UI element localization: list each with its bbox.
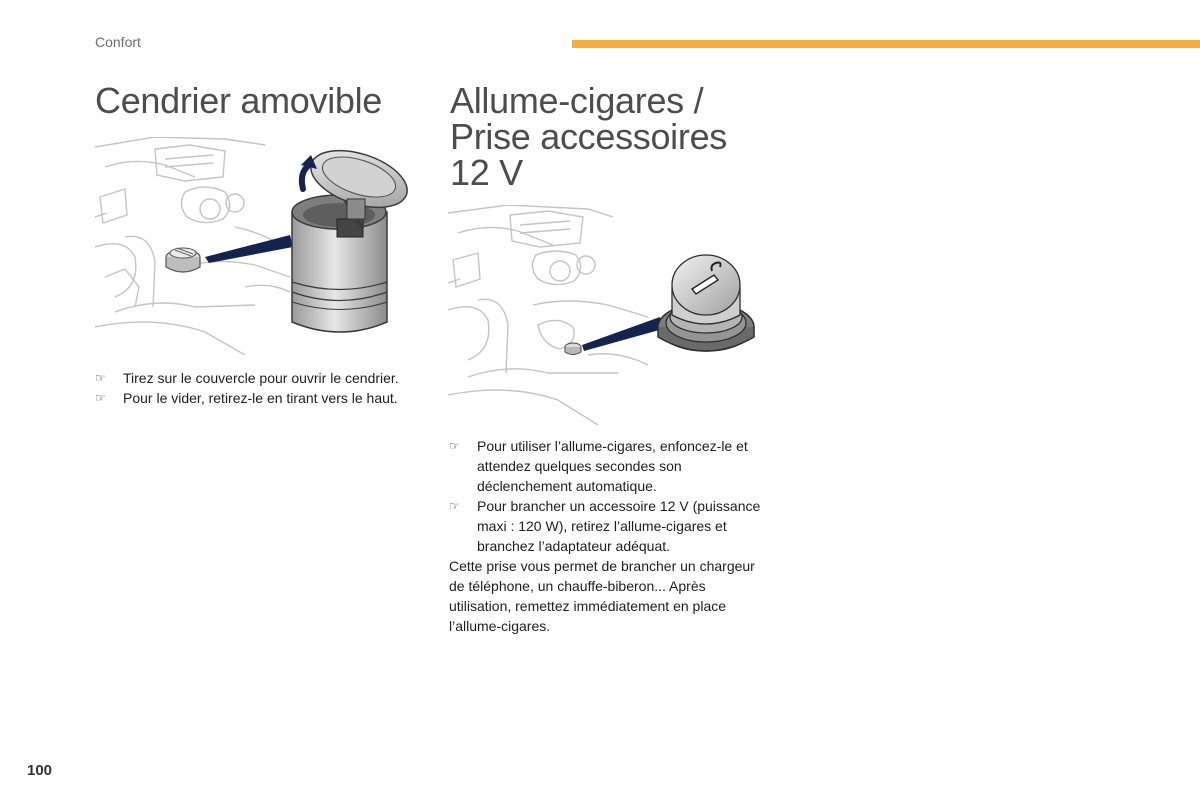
pointing-hand-icon: ☞ (95, 371, 106, 385)
lighter-title-line-2: Prise accessoires (450, 116, 727, 157)
bullet-text: Pour brancher un accessoire 12 V (puissance maxi : 120 W), retirez l’allume-cigares et branchez l’adaptateur adéquat. (477, 498, 761, 554)
bullet-text: Tirez sur le couvercle pour ouvrir le cendrier. (123, 370, 399, 386)
ashtray-instructions (95, 368, 400, 408)
lighter-instructions (449, 436, 769, 636)
lighter-title (450, 80, 727, 193)
list-item (449, 436, 769, 496)
list-item (449, 496, 769, 556)
pointing-hand-icon: ☞ (449, 439, 460, 453)
ashtray-title: Cendrier amovible (95, 80, 383, 121)
lighter-paragraph: Cette prise vous permet de brancher un chargeur de téléphone, un chauffe-biberon... Après utilisation, remettez immédiatement en place l’allume-cigares. (449, 558, 755, 634)
section-label: Confort (95, 34, 141, 50)
bullet-text: Pour le vider, retirez-le en tirant vers le haut. (123, 390, 398, 406)
bullet-text: Pour utiliser l’allume-cigares, enfoncez-le et attendez quelques secondes son déclenchement automatique. (477, 438, 748, 494)
lighter-title-line-1: Allume-cigares / (450, 80, 704, 121)
list-item (95, 368, 400, 388)
cigarette-lighter-icon (448, 205, 760, 425)
header-accent-bar (572, 40, 1200, 48)
page-number: 100 (27, 762, 53, 779)
removable-ashtray-icon (95, 137, 415, 355)
pointing-hand-icon: ☞ (95, 391, 106, 405)
list-item (95, 388, 400, 408)
pointing-hand-icon: ☞ (449, 499, 460, 513)
lighter-title-line-3: 12 V (450, 152, 523, 193)
